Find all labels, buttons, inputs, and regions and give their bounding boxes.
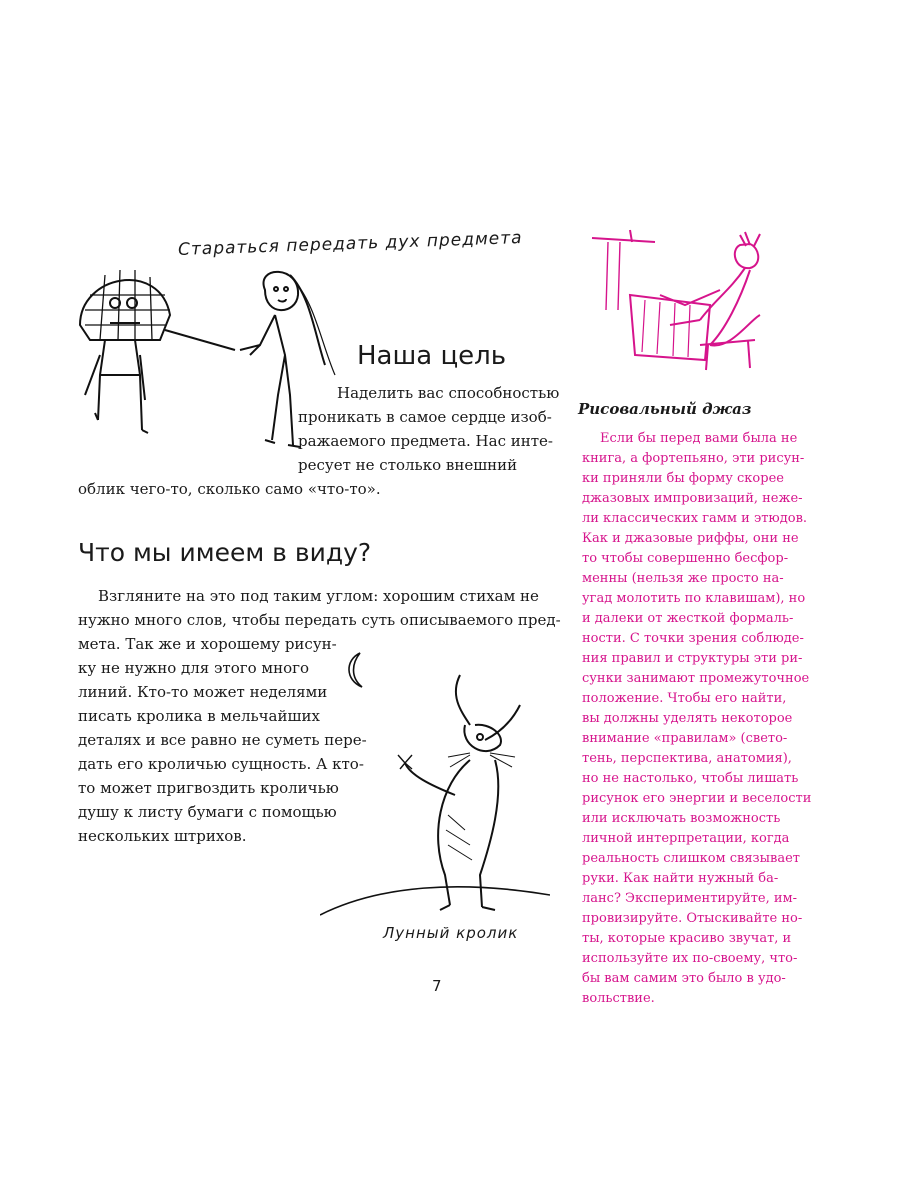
what-line: нескольких штрихов. bbox=[78, 827, 247, 845]
sidebar-line: личной интерпретации, когда bbox=[582, 831, 790, 846]
sidebar-line: ния правил и структуры эти ри- bbox=[582, 651, 803, 666]
goal-heading: Наша цель bbox=[357, 341, 507, 371]
sidebar-title: Рисовальный джаз bbox=[578, 400, 752, 418]
what-line: деталях и все равно не суметь пере- bbox=[78, 731, 367, 749]
sidebar-line: рисунок его энергии и веселости bbox=[582, 791, 812, 806]
what-line: линий. Кто-то может неделями bbox=[78, 683, 328, 701]
sidebar-line: реальность слишком связывает bbox=[582, 851, 800, 866]
goal-line: проникать в самое сердце изоб- bbox=[298, 408, 552, 426]
goal-line: Наделить вас способностью bbox=[337, 384, 560, 402]
sidebar-line: руки. Как найти нужный ба- bbox=[582, 871, 779, 886]
sidebar-line: ности. С точки зрения соблюде- bbox=[582, 631, 804, 646]
sidebar-line: используйте их по-своему, что- bbox=[582, 951, 798, 966]
sidebar-line: бы вам самим это было в удо- bbox=[582, 971, 786, 986]
sidebar-line: ли классических гамм и этюдов. bbox=[582, 511, 808, 526]
sidebar-line: положение. Чтобы его найти, bbox=[582, 691, 787, 706]
sidebar-line: внимание «правилам» (свето- bbox=[582, 731, 788, 746]
piano-player-illustration bbox=[590, 220, 790, 380]
sidebar-line: тень, перспектива, анатомия), bbox=[582, 751, 792, 766]
sidebar-line: провизируйте. Отыскивайте но- bbox=[582, 911, 803, 926]
sidebar-line: Как и джазовые риффы, они не bbox=[582, 531, 799, 546]
what-line: Взгляните на это под таким углом: хорошим стихам не bbox=[98, 587, 539, 605]
sidebar-line: вольствие. bbox=[582, 991, 655, 1006]
what-line: душу к листу бумаги с помощью bbox=[78, 803, 337, 821]
sidebar-line: угад молотить по клавишам), но bbox=[582, 591, 806, 606]
sidebar-line: ланс? Экспериментируйте, им- bbox=[582, 891, 798, 906]
moon-rabbit-illustration bbox=[320, 645, 550, 920]
sidebar-line: ки приняли бы форму скорее bbox=[582, 471, 784, 486]
what-line: писать кролика в мельчайших bbox=[78, 707, 320, 725]
sidebar-line: или исключать возможность bbox=[582, 811, 781, 826]
sidebar-line: менны (нельзя же просто на- bbox=[582, 571, 784, 586]
page-number: 7 bbox=[432, 977, 442, 995]
sidebar-line: сунки занимают промежуточное bbox=[582, 671, 810, 686]
sidebar-line: джазовых импровизаций, нежe- bbox=[582, 491, 803, 506]
goal-line: ражаемого предмета. Нас инте- bbox=[298, 432, 553, 450]
sidebar-line: вы должны уделять некоторое bbox=[582, 711, 793, 726]
goal-line: облик чего-то, сколько само «что-то». bbox=[78, 480, 381, 498]
sidebar-line: книга, а фортепьяно, эти рисун- bbox=[582, 451, 805, 466]
top-caption: Стараться передать дух предмета bbox=[177, 227, 523, 261]
sidebar-line: Если бы перед вами была не bbox=[600, 431, 798, 446]
what-line: нужно много слов, чтобы передать суть описываемого пред- bbox=[78, 611, 561, 629]
sidebar-line: но не настолько, чтобы лишать bbox=[582, 771, 799, 786]
sidebar-line: ты, которые красиво звучат, и bbox=[582, 931, 792, 946]
sidebar-line: то чтобы совершенно бесфор- bbox=[582, 551, 789, 566]
what-heading: Что мы имеем в виду? bbox=[78, 538, 372, 567]
goal-line: ресует не столько внешний bbox=[298, 456, 518, 474]
what-line: дать его кроличью сущность. А кто- bbox=[78, 755, 364, 773]
what-line: ку не нужно для этого много bbox=[78, 659, 309, 677]
what-line: мета. Так же и хорошему рисун- bbox=[78, 635, 337, 653]
what-line: то может пригвоздить кроличью bbox=[78, 779, 339, 797]
rabbit-caption: Лунный кролик bbox=[383, 924, 519, 942]
sidebar-line: и далеки от жесткой формаль- bbox=[582, 611, 794, 626]
